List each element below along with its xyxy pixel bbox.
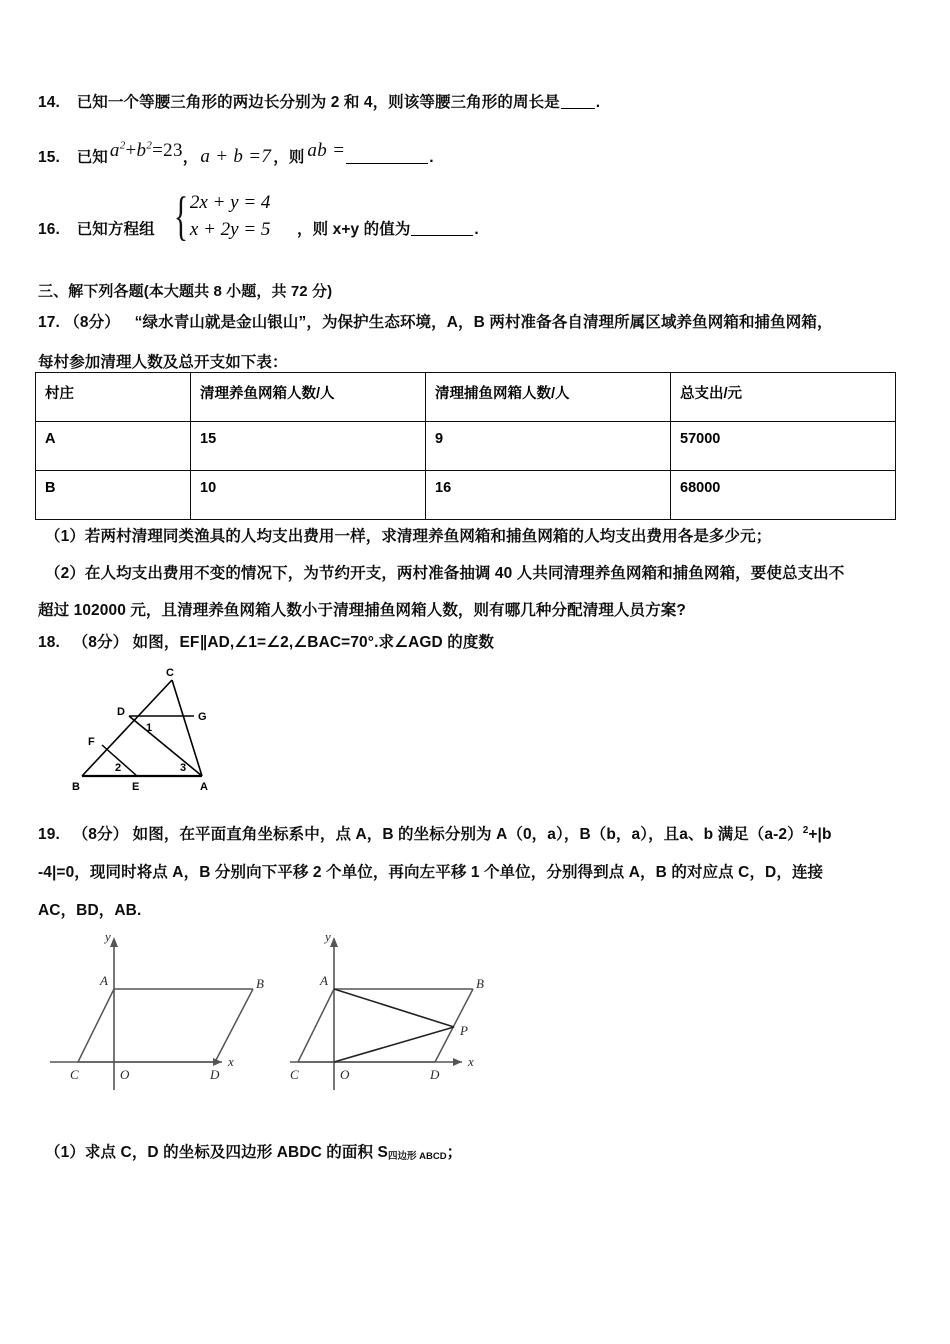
question-19-figure-right [282,925,532,1095]
question-19-superscript: 2 [802,824,809,836]
figure-19b-axis-x: x [468,1054,474,1069]
question-19-figure-left [42,925,292,1095]
question-17-marks: （8分） [64,314,120,331]
question-14 [38,90,600,112]
question-16-number: 16. [38,221,60,238]
question-15-then: 则 [288,149,305,166]
question-16-then: 则 x+y 的值为 [312,221,411,238]
figure-19a-point-D: D [210,1067,220,1082]
expense-table [35,372,896,520]
section-heading: 三、解下列各题(本大题共 8 小题，共 72 分) [38,283,333,300]
answer-blank-15[interactable] [346,163,428,164]
figure-19b-point-C: C [290,1067,299,1082]
question-17-part-2-line-1: （2）在人均支出费用不变的情况下，为节约开支，两村准备抽调 40 人共同清理养鱼网箱和捕鱼网箱，要使总支出不 [45,565,845,582]
question-19-marks: （8分） [72,826,129,843]
figure-19b-point-P: P [460,1023,468,1038]
figure-18-angle-1: 1 [146,722,153,734]
table-cell-fish-farm-cages: 10 [191,471,426,520]
question-19-part-1 [45,1140,462,1162]
question-15-expr-3: ab = [307,140,346,161]
figure-18-label-A: A [200,781,208,793]
question-15-expr-2: a + b =7 [200,146,272,167]
table-cell-fishing-cages: 9 [426,422,671,471]
answer-blank-14[interactable] [561,108,595,109]
figure-19b-point-B: B [476,976,484,991]
table-header-row [36,373,896,422]
answer-blank-16[interactable] [411,235,473,236]
question-18-text: 如图，EF∥AD,∠1=∠2,∠BAC=70°.求∠AGD 的度数 [132,634,495,651]
question-15-expr-1: $a^2+b^2=23$ [109,139,183,161]
table-header-fish-farm-cages: 清理养鱼网箱人数/人 [191,373,426,422]
question-19-number: 19. [38,826,60,843]
equation-2: x + 2y = 5 [189,218,271,240]
question-16-equation-system [168,186,271,247]
question-15 [38,139,434,168]
question-19-line-3: AC，BD，AB. [38,902,142,919]
figure-19a-point-C: C [70,1067,79,1082]
question-18-number: 18. [38,634,60,651]
question-16-comma: ， [297,221,313,238]
question-14-period: . [595,94,601,111]
equation-1: 2x + y = 4 [189,192,271,213]
question-19-line-1 [38,822,832,844]
question-17-number: 17. [38,314,60,331]
figure-19a-axis-y: y [105,929,111,944]
table-cell-total-expense: 57000 [671,422,896,471]
question-18-line [38,630,494,652]
figure-18-label-E: E [132,781,140,793]
figure-19a-point-B: B [256,976,264,991]
figure-19b-point-O: O [340,1067,350,1082]
question-18-marks: （8分） [72,634,129,651]
question-15-lead: 已知 [76,149,108,166]
question-15-comma-1: ， [182,149,199,166]
figure-19a-axis-x: x [228,1054,234,1069]
question-19-part-1-text: （1）求点 C，D 的坐标及四边形 ABDC 的面积 S [45,1144,388,1161]
question-19-part-1-subscript: 四边形 ABCD [387,1151,447,1162]
table-header-fishing-cages: 清理捕鱼网箱人数/人 [426,373,671,422]
figure-19b-axis-y: y [325,929,331,944]
question-19-line-2: ‑4|=0，现同时将点 A，B 分别向下平移 2 个单位，再向左平移 1 个单位，分别得到点 A，B 的对应点 C，D，连接 [38,864,824,881]
figure-19a-point-O: O [120,1067,130,1082]
table-cell-fish-farm-cages: 15 [191,422,426,471]
figure-19b-point-D: D [430,1067,440,1082]
question-17-part-1: （1）若两村清理同类渔具的人均支出费用一样，求清理养鱼网箱和捕鱼网箱的人均支出费用各是多少元； [45,528,772,545]
question-18-figure [62,663,242,793]
figure-18-label-D: D [117,706,125,718]
question-15-period: . [429,149,434,166]
question-16 [38,217,155,239]
figure-18-label-B: B [72,781,80,793]
question-14-text: 已知一个等腰三角形的两边长分别为 2 和 4，则该等腰三角形的周长是 [76,94,560,111]
question-14-number: 14. [38,94,60,111]
question-19-text-1: 如图，在平面直角坐标系中，点 A，B 的坐标分别为 A（0，a），B（b，a），且a、b 满足（a‑2） [132,826,803,843]
question-15-number: 15. [38,149,60,166]
figure-19b-point-A: A [320,973,328,988]
figure-18-label-G: G [198,711,207,723]
figure-18-label-C: C [166,667,174,679]
table-cell-village: A [36,422,191,471]
system-brace: { [173,186,189,247]
figure-19a-point-A: A [100,973,108,988]
question-15-comma-2: ， [273,149,289,166]
table-cell-fishing-cages: 16 [426,471,671,520]
question-17-line-1 [38,310,833,332]
table-header-village: 村庄 [36,373,191,422]
question-19-text-1-tail: +|b [808,826,832,843]
question-16-lead: 已知方程组 [76,221,155,238]
figure-18-angle-2: 2 [115,762,122,774]
table-header-total-expense: 总支出/元 [671,373,896,422]
question-16-tail [297,217,479,239]
table-row [36,471,896,520]
figure-18-angle-3: 3 [180,762,187,774]
question-19-part-1-end: ； [446,1144,463,1161]
table-cell-village: B [36,471,191,520]
question-17-line-2: 每村参加清理人数及总开支如下表： [38,354,288,371]
question-17-text: “绿水青山就是金山银山”，为保护生态环境，A，B 两村准备各自清理所属区域养鱼网箱和捕鱼网箱， [134,314,833,331]
table-row [36,422,896,471]
table-cell-total-expense: 68000 [671,471,896,520]
question-17-part-2-line-2: 超过 102000 元，且清理养鱼网箱人数小于清理捕鱼网箱人数，则有哪几种分配清理人员方案? [38,602,686,619]
figure-18-label-F: F [88,736,95,748]
question-16-period: . [474,221,479,238]
